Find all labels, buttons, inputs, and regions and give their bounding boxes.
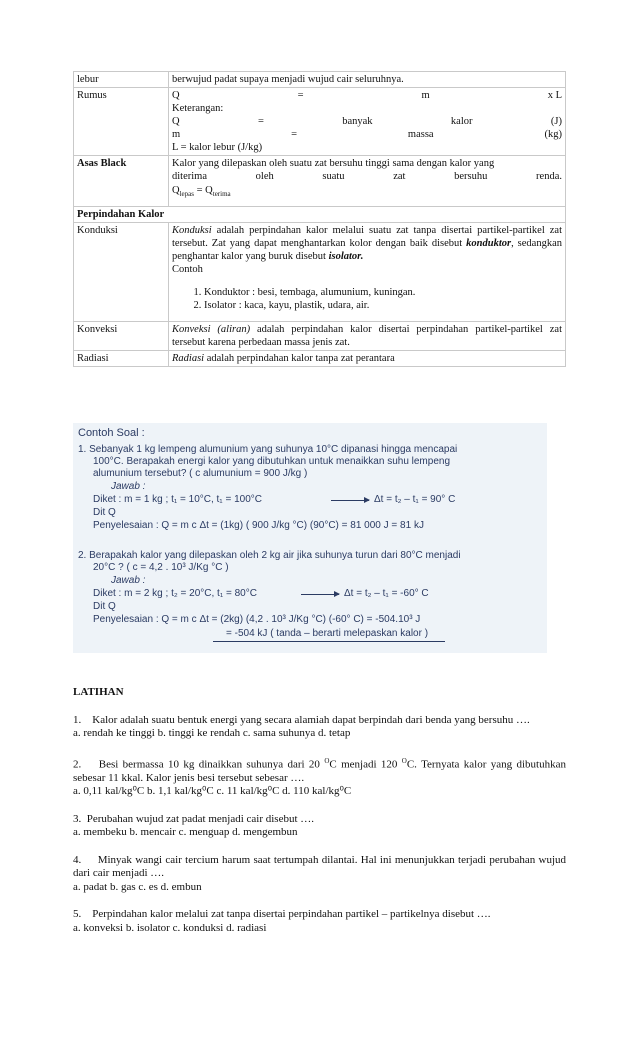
term-konduksi: Konduksi bbox=[74, 223, 169, 322]
question-options: a. 0,11 kal/kg⁰C b. 1,1 kal/kg⁰C c. 11 kal/kg⁰C d. 110 kal/kg⁰C bbox=[73, 785, 352, 798]
latihan-section bbox=[73, 686, 566, 949]
legend-token: = bbox=[257, 116, 264, 127]
table-row bbox=[74, 156, 566, 207]
section-header-perpindahan: Perpindahan Kalor bbox=[74, 207, 566, 223]
keterangan-label: Keterangan: bbox=[172, 103, 224, 114]
term-asas-black: Asas Black bbox=[74, 156, 169, 207]
q2-delta: Δt = t₂ – t₁ = -60° C bbox=[344, 588, 429, 599]
question-options: a. membeku b. mencair c. menguap d. mengembun bbox=[73, 826, 298, 839]
legend-token: massa bbox=[407, 129, 434, 140]
table-row bbox=[74, 207, 566, 223]
legend-token: Q bbox=[172, 116, 180, 127]
formula-token: = bbox=[297, 90, 304, 101]
term-rumus: Rumus bbox=[74, 88, 169, 156]
contoh-soal-panel bbox=[73, 423, 547, 653]
q2-penyelesaian: Penyelesaian : Q = m c Δt = (2kg) (4,2 . 10³ J/Kg °C) (-60° C) = -504.10³ J bbox=[93, 614, 421, 625]
italic-term: Radiasi bbox=[172, 353, 205, 365]
definition-lebur: berwujud padat supaya menjadi wujud cair seluruhnya. bbox=[169, 72, 566, 88]
list-item: 2. Isolator : kaca, kayu, plastik, udara, air. bbox=[204, 299, 562, 312]
word: bersuhu bbox=[454, 171, 488, 182]
word: suatu bbox=[322, 171, 345, 182]
asas-black-line1: Kalor yang dilepaskan oleh suatu zat bersuhu tinggi sama dengan kalor yang bbox=[172, 158, 495, 169]
underline-divider bbox=[213, 641, 445, 642]
question-item bbox=[73, 714, 566, 741]
latihan-heading: LATIHAN bbox=[73, 686, 124, 698]
term-konveksi: Konveksi bbox=[74, 322, 169, 351]
question-item bbox=[73, 813, 566, 840]
superscript: O bbox=[401, 756, 407, 765]
question-item bbox=[73, 854, 566, 895]
eq-subscript: terima bbox=[212, 190, 231, 199]
q2-result: = -504 kJ ( tanda – berarti melepaskan kalor ) bbox=[226, 628, 429, 639]
q1-line: 1. Sebanyak 1 kg lempeng alumunium yang suhunya 10°C dipanasi hingga mencapai bbox=[78, 444, 458, 455]
formula-line bbox=[172, 89, 562, 102]
formula-token: x L bbox=[547, 90, 562, 101]
term-radiasi: Radiasi bbox=[74, 351, 169, 367]
contoh-label: Contoh bbox=[172, 264, 203, 276]
jawab-label: Jawab : bbox=[111, 481, 146, 492]
text: C menjadi 120 bbox=[329, 758, 402, 771]
arrow-icon bbox=[331, 500, 369, 501]
formula-token: m bbox=[421, 90, 430, 101]
legend-token: m bbox=[172, 129, 181, 140]
eq-symbol: Q bbox=[172, 185, 180, 196]
q2-line: 20°C ? ( c = 4,2 . 10³ J/Kg °C ) bbox=[93, 562, 229, 573]
question-item bbox=[73, 755, 566, 799]
question-options: a. rendah ke tinggi b. tinggi ke rendah c. sama suhunya d. tetap bbox=[73, 727, 351, 739]
q1-delta: Δt = t₂ – t₁ = 90° C bbox=[374, 494, 456, 505]
list-item: 1. Konduktor : besi, tembaga, alumunium, kuningan. bbox=[204, 286, 562, 299]
jawab-label: Jawab : bbox=[111, 575, 146, 586]
definition-konduksi bbox=[169, 223, 566, 322]
legend-token: = bbox=[291, 129, 297, 140]
dit-label: Dit Q bbox=[93, 507, 116, 518]
legend-l: L = kalor lebur (J/kg) bbox=[172, 142, 263, 153]
asas-black-line2 bbox=[172, 170, 562, 183]
table-row bbox=[74, 322, 566, 351]
table-row bbox=[74, 351, 566, 367]
q2-diket: Diket : m = 2 kg ; t₂ = 20°C, t₁ = 80°C bbox=[93, 588, 257, 599]
question-stem: 1. Kalor adalah suatu bentuk energi yang secara alamiah dapat berpindah dari benda yang bersuhu …. bbox=[73, 713, 530, 726]
arrow-icon bbox=[301, 594, 339, 595]
q2-line: 2. Berapakah kalor yang dilepaskan oleh 2 kg air jika suhunya turun dari 80°C menjadi bbox=[78, 550, 461, 561]
legend-token: banyak bbox=[342, 116, 373, 127]
definition-radiasi bbox=[169, 351, 566, 367]
question-stem: 5. Perpindahan kalor melalui zat tanpa disertai perpindahan partikel – partikelnya disebut …. bbox=[73, 908, 491, 921]
contoh-soal-title: Contoh Soal : bbox=[78, 427, 145, 439]
text: , sedangkan penghantar kalor yang buruk disebut bbox=[172, 238, 562, 263]
question-stem bbox=[73, 755, 566, 786]
eq-subscript: lepas bbox=[179, 190, 194, 199]
text: adalah perpindahan kalor melalui suatu zat tanpa disertai partikel-partikel zat tersebut. Zat yang dapat menghantarkan kolor dengan baik disebut bbox=[172, 225, 562, 250]
italic-term: Konveksi (aliran) bbox=[172, 324, 251, 336]
asas-black-equation bbox=[172, 184, 562, 201]
text: adalah perpindahan kalor tanpa zat perantara bbox=[204, 353, 395, 365]
q1-line: alumunium tersebut? ( c alumunium = 900 J/kg ) bbox=[93, 468, 308, 479]
word: diterima bbox=[172, 171, 207, 182]
definition-asas-black bbox=[169, 156, 566, 207]
question-stem: 4. Minyak wangi cair tercium harum saat tertumpah dilantai. Hal ini menunjukkan terjadi perubahan wujud dari cair menjadi …. bbox=[73, 853, 566, 880]
contoh-list bbox=[172, 286, 562, 312]
question-stem: 3. Perubahan wujud zat padat menjadi cair disebut …. bbox=[73, 812, 315, 825]
definition-rumus bbox=[169, 88, 566, 156]
text: C. Ternyata kalor yang dibutuhkan sebesar 11 kkal. Kalor jenis besi tersebut sebesar …. bbox=[73, 758, 566, 784]
word: zat bbox=[393, 171, 406, 182]
table-row bbox=[74, 223, 566, 322]
word: renda. bbox=[536, 171, 562, 182]
question-options: a. konveksi b. isolator c. konduksi d. radiasi bbox=[73, 921, 267, 934]
q1-diket: Diket : m = 1 kg ; t₁ = 10°C, t₁ = 100°C bbox=[93, 494, 262, 505]
bold-term: konduktor bbox=[466, 238, 512, 250]
legend-token: kalor bbox=[450, 116, 473, 127]
q1-line: 100°C. Berapakah energi kalor yang dibutuhkan untuk menaikkan suhu lempeng bbox=[93, 456, 451, 467]
table-row bbox=[74, 88, 566, 156]
formula-token: Q bbox=[172, 90, 180, 101]
table-row bbox=[74, 72, 566, 88]
q1-penyelesaian: Penyelesaian : Q = m c Δt = (1kg) ( 900 J/kg °C) (90°C) = 81 000 J = 81 kJ bbox=[93, 520, 424, 531]
question-item bbox=[73, 908, 566, 935]
text: adalah perpindahan kalor disertai perpindahan partikel-partikel zat tersebut karena perbedaan massa jenis zat. bbox=[172, 324, 563, 349]
bold-term: isolator. bbox=[328, 251, 364, 263]
text: 2. Besi bermassa 10 kg dinaikkan suhunya dari 20 bbox=[73, 758, 325, 771]
dit-label: Dit Q bbox=[93, 601, 116, 612]
legend-token: (kg) bbox=[544, 129, 562, 140]
legend-m bbox=[172, 128, 562, 141]
superscript: O bbox=[324, 756, 330, 765]
italic-term: Konduksi bbox=[172, 225, 212, 237]
eq-symbol: = Q bbox=[193, 185, 213, 196]
word: oleh bbox=[255, 171, 274, 182]
term-lebur: lebur bbox=[74, 72, 169, 88]
question-options: a. padat b. gas c. es d. embun bbox=[73, 880, 202, 893]
konduksi-paragraph bbox=[172, 224, 562, 263]
legend-token: (J) bbox=[550, 116, 562, 127]
kalor-table bbox=[73, 71, 566, 367]
legend-q bbox=[172, 115, 562, 128]
definition-konveksi bbox=[169, 322, 566, 351]
